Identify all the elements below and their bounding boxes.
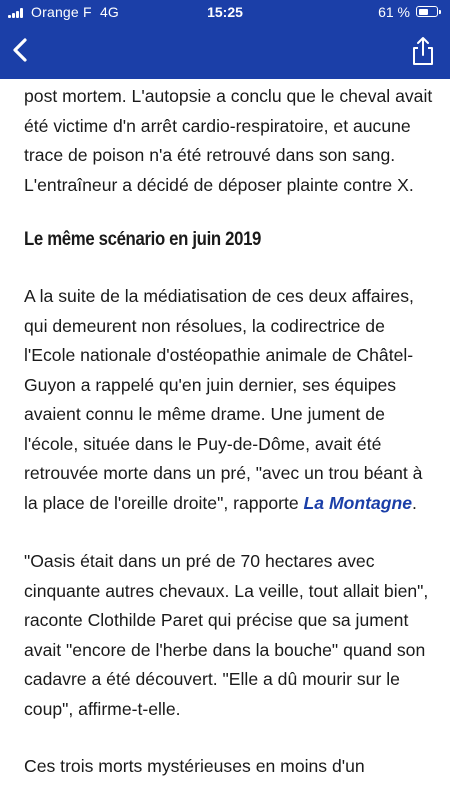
top-bar [0, 0, 450, 79]
paragraph-3: "Oasis était dans un pré de 70 hectares avec cinquante autres chevaux. La veille, tout allait bien", raconte Clothilde Paret qui précise que sa jument avait "encore de l'herbe dans la bouche" quand son cadavre a été découvert. "Elle a dû mourir sur le coup", affirme-t-elle. [24, 551, 429, 719]
paragraph-intro: post mortem. L'autopsie a conclu que le cheval avait été victime d'n arrêt cardio-respiratoire, et aucune trace de poison n'a été retrouvé dans son sang. L'entraîneur a décidé de déposer plainte contre X. [24, 86, 433, 195]
paragraph-4-partial: Ces trois morts mystérieuses en moins d'un [24, 756, 365, 776]
status-bar [0, 0, 450, 26]
battery-level-fill [419, 9, 429, 15]
chevron-left-icon [4, 33, 38, 67]
battery-percent: 61 % [378, 4, 410, 20]
paragraph-2 [24, 282, 436, 518]
battery-icon [416, 6, 438, 17]
carrier-name: Orange F 4G [31, 4, 120, 20]
section-heading: Le même scénario en juin 2019 [24, 228, 262, 250]
article-body [24, 62, 436, 782]
paragraph-2-end: . [412, 492, 417, 513]
share-icon [408, 34, 438, 68]
paragraph-2-text: A la suite de la médiatisation de ces deux affaires, qui demeurent non résolues, la codirectrice de l'Ecole nationale d'ostéopathie animale de Châtel-Guyon a rappelé qu'en juin dernier, ses équipes avaient connu le même drame. Une jument de l'école, située dans le Puy-de-Dôme, avait été retrouvée morte dans un pré, "avec un trou béant à la place de l'oreille droite", rapporte [24, 286, 423, 513]
share-button[interactable] [408, 34, 438, 68]
source-link-la-montagne[interactable]: La Montagne [303, 492, 413, 513]
back-button[interactable] [4, 33, 38, 67]
network-type: 4G [99, 4, 120, 20]
status-time: 15:25 [207, 4, 243, 20]
